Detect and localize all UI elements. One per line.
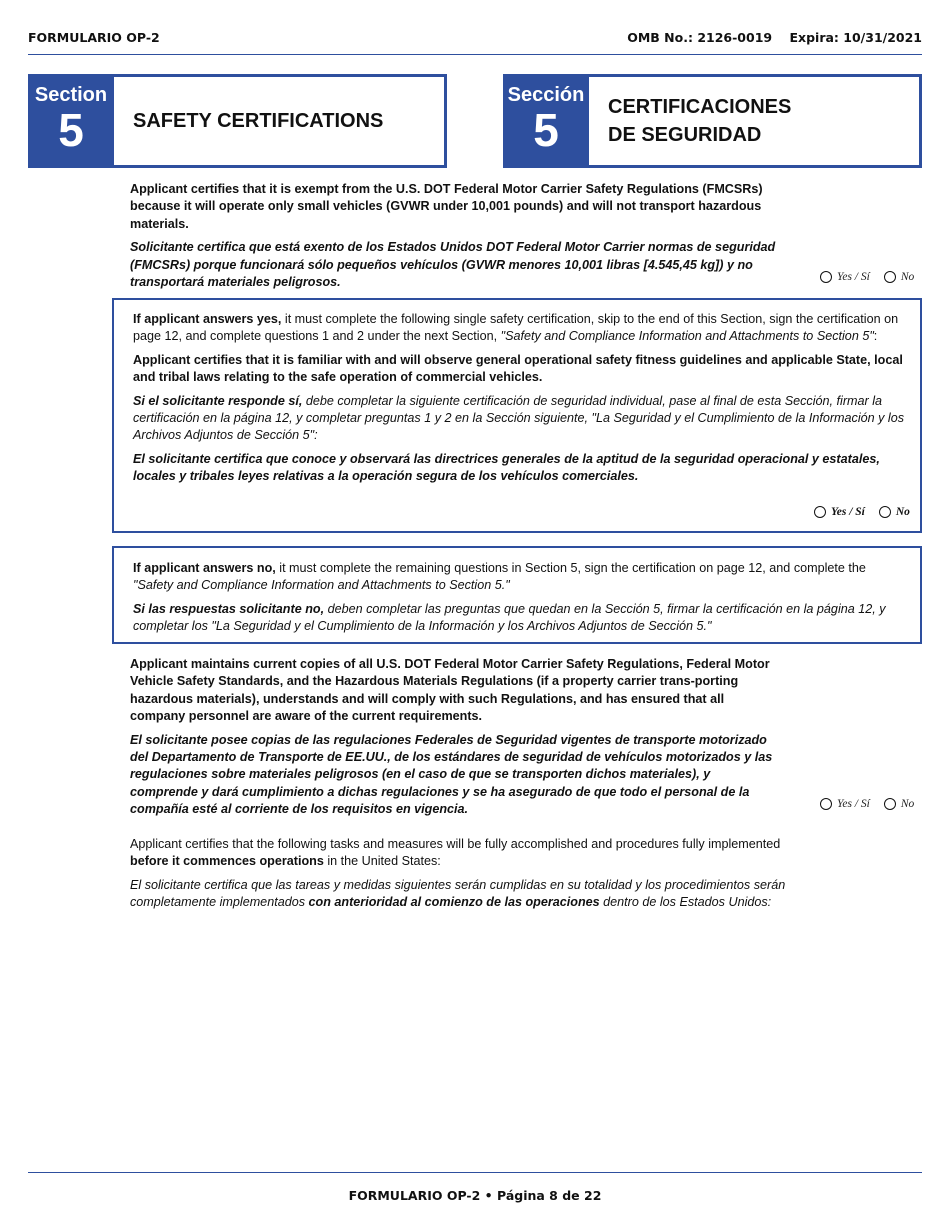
if-yes-lead-es: Si el solicitante responde sí, bbox=[133, 393, 303, 408]
section-number-badge bbox=[28, 74, 114, 168]
form-label: FORMULARIO OP-2 bbox=[28, 30, 160, 45]
tasks-es-pre: El solicitante certifica que las tareas y medidas siguientes serán cumplidas en su totalidad y los procedimientos serán completamente implementados bbox=[130, 877, 786, 910]
section-title: SAFETY CERTIFICATIONS bbox=[133, 110, 384, 132]
footer-divider bbox=[28, 1172, 922, 1173]
radio-yes-label: Yes / Sí bbox=[837, 271, 870, 283]
radio-yes-label: Yes / Sí bbox=[831, 506, 865, 518]
section-title bbox=[608, 77, 791, 165]
if-no-box bbox=[112, 546, 922, 644]
radio-circle-icon bbox=[884, 798, 896, 810]
radio-no-label: No bbox=[900, 798, 915, 810]
radio-circle-icon bbox=[879, 506, 891, 518]
radio-yes[interactable] bbox=[814, 506, 865, 518]
if-yes-box bbox=[112, 298, 922, 533]
section-header-english bbox=[28, 74, 447, 168]
if-yes-ref-en: "Safety and Compliance Information and Attachments to Section 5" bbox=[500, 329, 874, 344]
section-number: 5 bbox=[58, 104, 84, 156]
if-yes-text-en: it must complete the following single safety certification, skip to the end of this Section, sign the certification on page 12, and complete questions 1 and 2 under the next Section, bbox=[133, 312, 899, 344]
if-yes-lead-en: If applicant answers yes, bbox=[133, 312, 282, 326]
if-yes-colon: : bbox=[873, 329, 878, 344]
radio-circle-icon bbox=[814, 506, 826, 518]
familiarity-cert-en: Applicant certifies that it is familiar with and will observe general operational safety fitness guidelines and applicable State, local and tribal laws relating to the safe operation of commercial vehicles. bbox=[133, 352, 903, 385]
tasks-es-post: dentro de los Estados Unidos: bbox=[599, 895, 772, 910]
radio-group-exempt bbox=[806, 271, 914, 283]
page-header bbox=[28, 30, 922, 55]
radio-no-label: No bbox=[900, 271, 915, 283]
if-no-text-en: it must complete the remaining questions in Section 5, sign the certification on page 12, and complete the bbox=[275, 561, 866, 575]
radio-no-label: No bbox=[895, 506, 910, 518]
section-word: Section bbox=[34, 84, 108, 106]
section-title-line2: DE SEGURIDAD bbox=[608, 124, 762, 146]
radio-group-familiarity bbox=[800, 506, 910, 518]
radio-no[interactable] bbox=[884, 798, 914, 810]
radio-circle-icon bbox=[820, 271, 832, 283]
radio-group-regulations bbox=[806, 798, 914, 810]
if-no-lead-en: If applicant answers no, bbox=[133, 561, 276, 575]
tasks-en-pre: Applicant certifies that the following tasks and measures will be fully accomplished and procedures fully implemented bbox=[130, 837, 781, 851]
radio-yes[interactable] bbox=[820, 271, 870, 283]
tasks-certification bbox=[130, 836, 790, 918]
if-no-text-es: deben completar las preguntas que quedan en la Sección 5, firmar la certificación en la página 12, y completar los "La Seguridad y el Cumplimiento de la Información y los Archivos Adjuntos de Sección 5." bbox=[133, 601, 886, 634]
if-no-ref-en: "Safety and Compliance Information and Attachments to Section 5." bbox=[133, 578, 510, 593]
radio-no[interactable] bbox=[879, 506, 910, 518]
if-no-lead-es: Si las respuestas solicitante no, bbox=[133, 601, 325, 616]
section-word: Sección bbox=[507, 84, 585, 106]
familiarity-cert-es: El solicitante certifica que conoce y observará las directrices generales de la aptitud de la seguridad operacional y estatales, locales y tribales leyes relativas a la operación segura de los vehículos comerciales. bbox=[133, 451, 880, 484]
radio-no[interactable] bbox=[884, 271, 914, 283]
tasks-en-post: in the United States: bbox=[323, 854, 441, 869]
tasks-en-bold: before it commences operations bbox=[130, 854, 324, 869]
question-exempt bbox=[130, 181, 780, 297]
omb-number: OMB No.: 2126-0019 Expira: 10/31/2021 bbox=[627, 30, 922, 45]
if-no-text bbox=[133, 560, 908, 642]
question-exempt-es: Solicitante certifica que está exento de los Estados Unidos DOT Federal Motor Carrier normas de seguridad (FMCSRs) porque funcionará sólo pequeños vehículos (GVWR menores 10,001 libras [4.545,45 kg]) y no transportará materiales peligrosos. bbox=[130, 240, 776, 290]
section-number-badge bbox=[503, 74, 589, 168]
page-footer: FORMULARIO OP-2 • Página 8 de 22 bbox=[348, 1188, 602, 1203]
radio-yes[interactable] bbox=[820, 798, 870, 810]
if-yes-text-es: debe completar la siguiente certificación de seguridad individual, pase al final de esta Sección, firmar la certificación en la página 12, y completar preguntas 1 y 2 en la Sección siguiente, "La Seguridad y el Cumplimiento de la Información y los Archivos Adjuntos de Sección 5": bbox=[133, 393, 905, 443]
radio-yes-label: Yes / Sí bbox=[837, 798, 870, 810]
section-header-spanish bbox=[503, 74, 922, 168]
question-exempt-en: Applicant certifies that it is exempt from the U.S. DOT Federal Motor Carrier Safety Regulations (FMCSRs) because it will operate only small vehicles (GVWR under 10,001 pounds) and will not transport hazardous materials. bbox=[130, 182, 763, 231]
question-regulations-es: El solicitante posee copias de las regulaciones Federales de Seguridad vigentes de transporte motorizado del Departamento de Transporte de EE.UU., de los estándares de seguridad de vehículos motorizados y las regulaciones sobre materiales peligrosos (en el caso de que se transporten dichos materiales), y comprende y dará cumplimiento a dichas regulaciones y se ha asegurado de que todo el personal de la compañía esté al corriente de los requisitos en vigencia. bbox=[130, 732, 773, 817]
if-yes-text bbox=[133, 311, 908, 492]
section-title-line1: CERTIFICACIONES bbox=[608, 96, 792, 118]
section-number: 5 bbox=[533, 104, 559, 156]
radio-circle-icon bbox=[884, 271, 896, 283]
question-regulations bbox=[130, 656, 780, 825]
question-regulations-en: Applicant maintains current copies of all U.S. DOT Federal Motor Carrier Safety Regulations, Federal Motor Vehicle Safety Standards, and the Hazardous Materials Regulations (if a property carrier trans-porting hazardous materials), understands and will comply with such Regulations, and has ensured that all company personnel are aware of the current requirements. bbox=[130, 657, 770, 724]
tasks-es-bold: con anterioridad al comienzo de las operaciones bbox=[308, 895, 600, 910]
radio-circle-icon bbox=[820, 798, 832, 810]
